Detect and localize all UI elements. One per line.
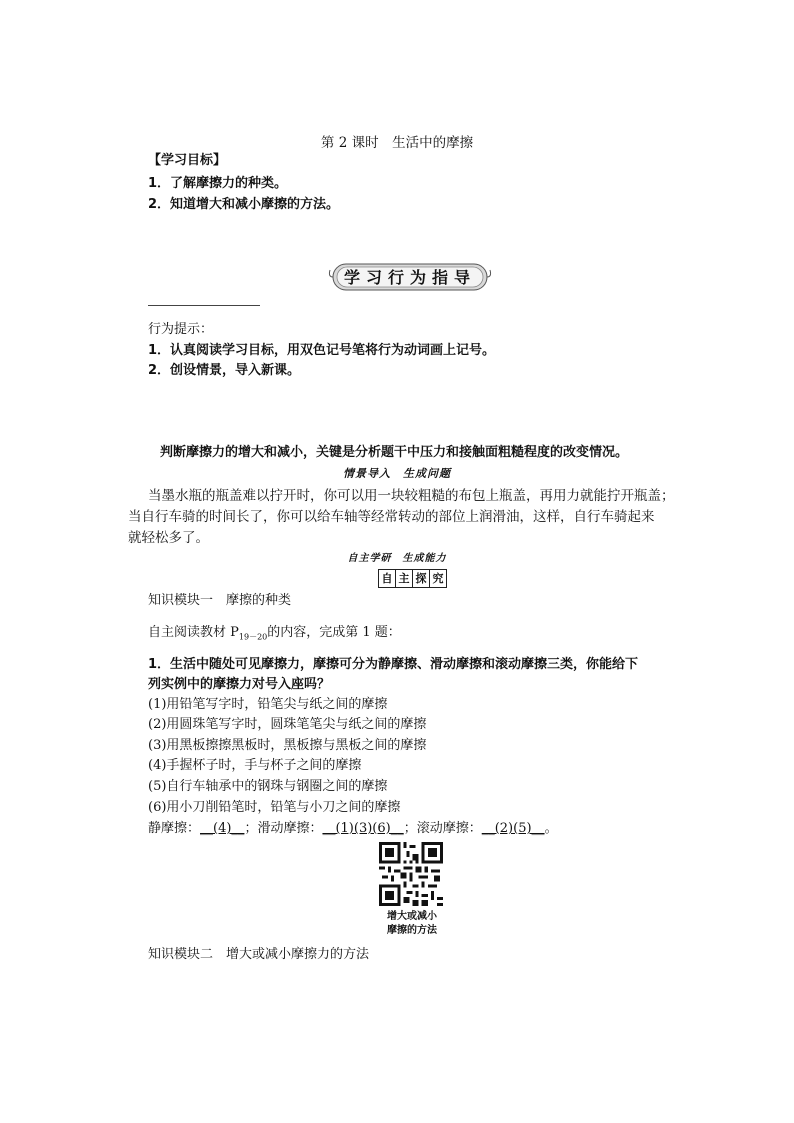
scene-line-3: 就轻松多了。 (128, 530, 209, 546)
box-char: 究 (432, 572, 444, 585)
module1-heading: 知识模块一 摩擦的种类 (148, 593, 292, 608)
example-item-5: (5)自行车轴承中的钢珠与钢圈之间的摩擦 (148, 779, 388, 794)
answer-line: 静摩擦：__(4)__；滑动摩擦：__(1)(3)(6)__；滚动摩擦：__(2)(5)__。 (148, 821, 558, 836)
box-char: 自 (379, 570, 396, 587)
example-item-3: (3)用黑板擦擦黑板时，黑板擦与黑板之间的摩擦 (148, 738, 427, 753)
section-box-label (378, 569, 447, 588)
answer-static: __(4)__ (200, 821, 245, 836)
behavior-item-2: 2．创设情景，导入新课。 (148, 363, 301, 378)
page-title: 第 2 课时 生活中的摩擦 (320, 135, 474, 151)
scene-line-1: 当墨水瓶的瓶盖难以拧开时，你可以用一块较粗糙的布包上瓶盖，再用力就能拧开瓶盖； (148, 488, 675, 504)
qr-caption-line-1: 增大或减小 (387, 911, 437, 922)
answer-sliding: __(1)(3)(6)__ (322, 821, 404, 836)
behavior-item-1: 1．认真阅读学习目标，用双色记号笔将行为动词画上记号。 (148, 343, 496, 358)
scene-line-2: 当自行车骑的时间长了，你可以给车轴等经常转动的部位上润滑油，这样，自行车骑起来 (128, 509, 655, 525)
example-item-4: (4)手握杯子时，手与杯子之间的摩擦 (148, 758, 362, 773)
banner-graphic (327, 262, 493, 292)
banner-label: 学习行为指导 (343, 268, 477, 287)
answer-rolling: __(2)(5)__ (481, 821, 545, 836)
goal-item-2: 2．知道增大和减小摩擦的方法。 (148, 197, 340, 212)
qr-caption-line-2: 摩擦的方法 (387, 925, 437, 936)
study-heading: 自主学研 生成能力 (347, 553, 447, 564)
example-item-2: (2)用圆珠笔写字时，圆珠笔笔尖与纸之间的摩擦 (148, 717, 427, 732)
question-1-line-2: 列实例中的摩擦力对号入座吗？ (148, 677, 331, 692)
scene-heading: 情景导入 生成问题 (343, 467, 451, 480)
example-item-6: (6)用小刀削铅笔时，铅笔与小刀之间的摩擦 (148, 800, 401, 815)
behavior-heading: 行为提示： (148, 322, 214, 337)
box-char: 主 (396, 570, 413, 587)
goals-heading: 【学习目标】 (148, 153, 227, 168)
goal-item-1: 1．了解摩擦力的种类。 (148, 176, 288, 191)
example-item-1: (1)用铅笔写字时，铅笔尖与纸之间的摩擦 (148, 697, 388, 712)
box-char: 探 (413, 570, 430, 587)
question-1-line-1: 1．生活中随处可见摩擦力，摩擦可分为静摩擦、滑动摩擦和滚动摩擦三类，你能给下 (148, 657, 639, 672)
tip-text: 判断摩擦力的增大和减小，关键是分析题干中压力和接触面粗糙程度的改变情况。 (160, 445, 629, 460)
divider-line (148, 305, 260, 306)
qr-code-icon[interactable] (379, 842, 443, 906)
read-instruction: 自主阅读教材 $P_{19-20}$的内容，完成第 1 题： (148, 625, 401, 642)
module2-heading: 知识模块二 增大或减小摩擦力的方法 (148, 947, 370, 962)
